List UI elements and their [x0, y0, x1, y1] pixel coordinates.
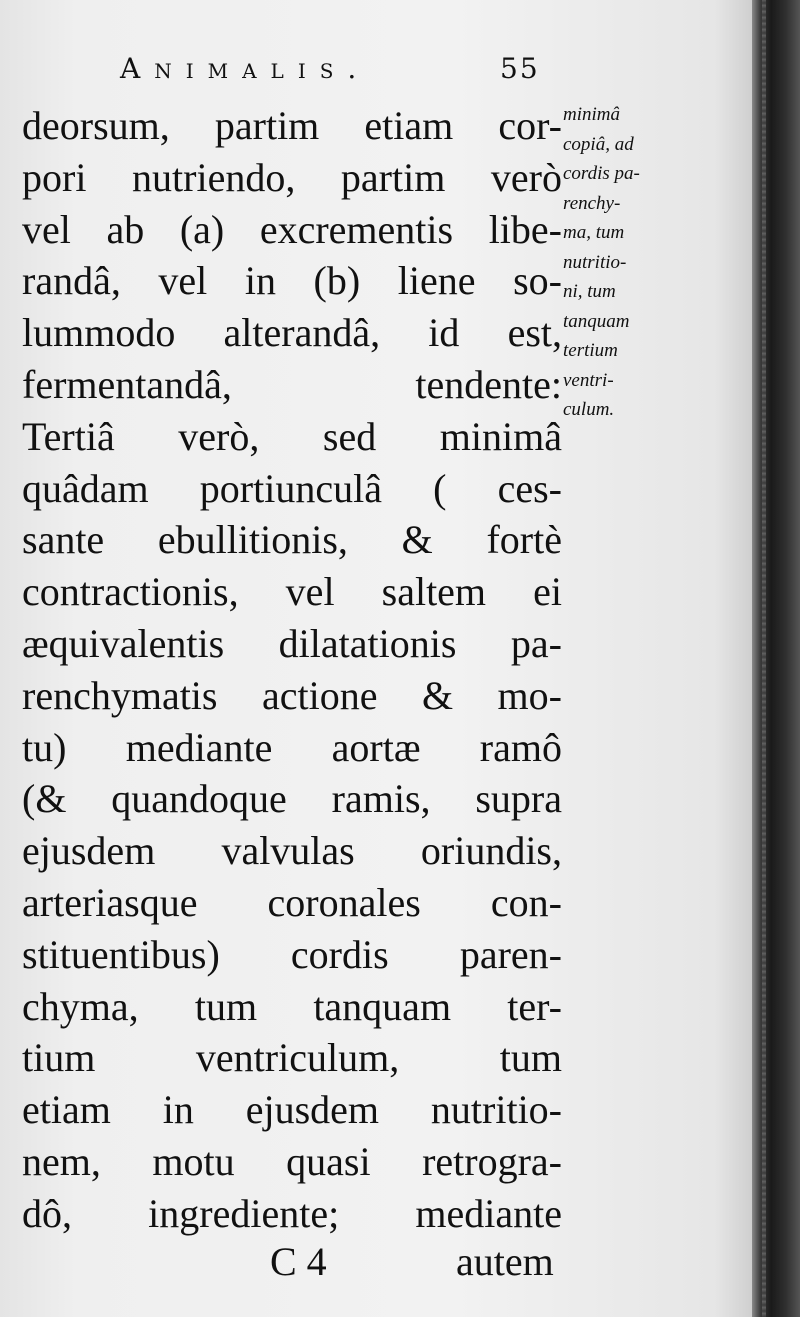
- text-line: randâ, vel in (b) liene so-: [22, 258, 562, 304]
- page-number: 55: [500, 52, 540, 85]
- text-line: tium ventriculum, tum: [22, 1035, 562, 1081]
- margin-note-line: renchy-: [563, 192, 621, 214]
- text-line: vel ab (a) excrementis libe-: [22, 206, 562, 252]
- margin-note-line: tanquam: [563, 310, 630, 332]
- margin-note: [563, 100, 673, 425]
- text-line: Tertiâ verò, sed minimâ: [22, 413, 562, 459]
- page-footer: [270, 1238, 590, 1288]
- signature-mark: C 4: [270, 1239, 327, 1284]
- margin-note-line: culum.: [563, 399, 615, 420]
- catchword: autem: [456, 1239, 554, 1284]
- running-header: [110, 52, 570, 94]
- margin-note-line: minimâ: [563, 104, 620, 125]
- text-line: sante ebullitionis, & fortè: [22, 517, 562, 563]
- body-text: [22, 100, 562, 1240]
- margin-note-line: copiâ, ad: [563, 133, 634, 155]
- text-line: etiam in ejusdem nutritio-: [22, 1087, 562, 1133]
- text-line: nem, motu quasi retrogra-: [22, 1138, 562, 1184]
- margin-note-line: ventri-: [563, 369, 614, 391]
- book-binding-edge: [752, 0, 800, 1317]
- text-line: contractionis, vel saltem ei: [22, 569, 562, 615]
- text-line: chyma, tum tanquam ter-: [22, 983, 562, 1029]
- text-line: quâdam portiunculâ ( ces-: [22, 465, 562, 511]
- margin-note-line: ni, tum: [563, 281, 616, 302]
- text-line: æquivalentis dilatationis pa-: [22, 620, 562, 666]
- margin-note-line: cordis pa-: [563, 163, 640, 184]
- text-line: fermentandâ, tendente:: [22, 361, 562, 407]
- margin-note-line: nutritio-: [563, 251, 627, 273]
- margin-note-line: tertium: [563, 340, 618, 361]
- text-line: (& quandoque ramis, supra: [22, 776, 562, 822]
- margin-note-line: ma, tum: [563, 222, 625, 243]
- text-line: arteriasque coronales con-: [22, 879, 562, 925]
- text-line: ejusdem valvulas oriundis,: [22, 828, 562, 874]
- text-line: deorsum, partim etiam cor-: [22, 103, 562, 148]
- running-title: Animalis.: [120, 52, 371, 85]
- text-line: stituentibus) cordis paren-: [22, 931, 562, 977]
- text-line: dô, ingrediente; mediante: [22, 1190, 562, 1236]
- text-line: tu) mediante aortæ ramô: [22, 724, 562, 770]
- text-line: renchymatis actione & mo-: [22, 672, 562, 718]
- text-line: lummodo alterandâ, id est,: [22, 310, 562, 356]
- text-line: pori nutriendo, partim verò: [22, 154, 562, 200]
